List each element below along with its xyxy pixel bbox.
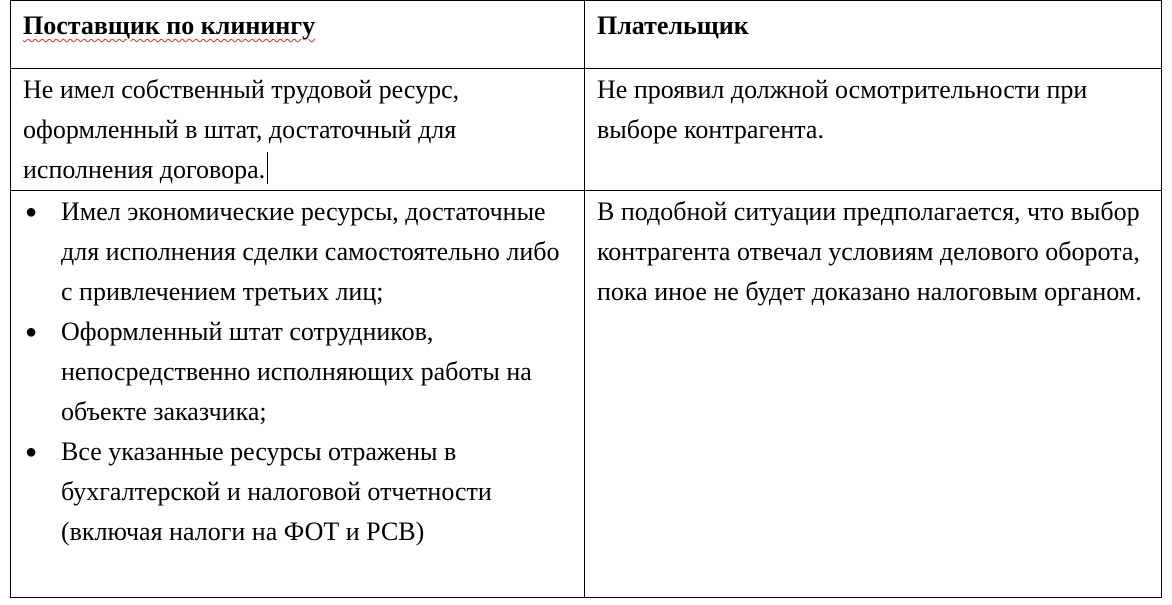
table-row <box>11 69 1162 191</box>
bullet-icon: ● <box>25 201 38 223</box>
list-item[interactable] <box>23 312 576 432</box>
list-item-text[interactable]: Все указанные ресурсы отражены в бухгалтерской и налоговой отчетности (включая налоги на ФОТ и РСВ) <box>61 437 492 546</box>
cell-payer-row2[interactable] <box>585 191 1162 598</box>
cell-payer-row1[interactable] <box>585 69 1162 191</box>
supplier-row1-text[interactable]: Не имел собственный трудовой ресурс, оформленный в штат, достаточный для исполнения договора. <box>23 75 460 184</box>
bullet-icon: ● <box>25 441 38 463</box>
list-item[interactable] <box>23 192 576 312</box>
supplier-bullet-list <box>23 192 576 552</box>
list-item-text[interactable]: Имел экономические ресурсы, достаточные для исполнения сделки самостоятельно либо с привлечением третьих лиц; <box>61 197 560 306</box>
text-cursor <box>267 152 268 184</box>
table-row <box>11 191 1162 598</box>
header-supplier-text[interactable]: Поставщик по клинингу <box>23 11 316 40</box>
comparison-table <box>10 0 1162 598</box>
header-cell-supplier[interactable] <box>11 1 585 69</box>
header-cell-payer[interactable] <box>585 1 1162 69</box>
payer-row1-text[interactable]: Не проявил должной осмотрительности при выборе контрагента. <box>597 75 1088 144</box>
list-item[interactable] <box>23 432 576 552</box>
payer-row2-text[interactable]: В подобной ситуации предполагается, что выбор контрагента отвечал условиям делового оборота, пока иное не будет доказано налоговым органом. <box>597 197 1142 306</box>
table-header-row <box>11 1 1162 69</box>
cell-supplier-row1[interactable] <box>11 69 585 191</box>
bullet-icon: ● <box>25 321 38 343</box>
header-payer-text[interactable]: Плательщик <box>597 11 749 40</box>
cell-supplier-row2[interactable] <box>11 191 585 598</box>
list-item-text[interactable]: Оформленный штат сотрудников, непосредственно исполняющих работы на объекте заказчика; <box>61 317 532 426</box>
